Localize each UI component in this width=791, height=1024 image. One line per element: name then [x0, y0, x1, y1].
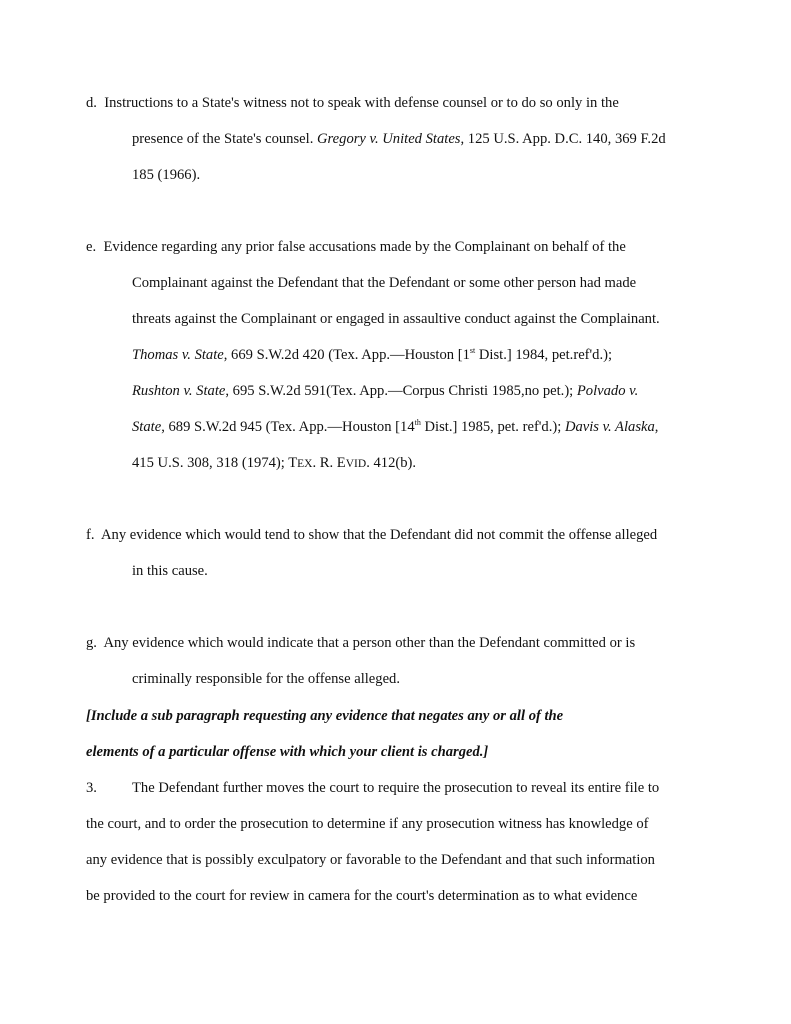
item-e-line-4: Thomas v. State, 669 S.W.2d 420 (Tex. App.—Houston [1st Dist.] 1984, pet.ref'd.); — [132, 346, 613, 363]
item-e-line-3: threats against the Complainant or engaged in assaultive conduct against the Complainant. — [132, 311, 660, 327]
item-e-marker: e. — [86, 239, 97, 255]
item-f-line-1 — [86, 526, 657, 544]
paragraph-3-line-1: The Defendant further moves the court to require the prosecution to reveal its entire file to — [132, 780, 660, 796]
case-name: Polvado v. — [576, 383, 639, 399]
item-d-line-2: presence of the State's counsel. Gregory v. United States, 125 U.S. App. D.C. 140, 369 F.2d — [132, 131, 666, 147]
paragraph-number: 3. — [86, 780, 97, 796]
item-e-text: Evidence regarding any prior false accusations made by the Complainant on behalf of the — [103, 239, 626, 255]
item-g-text: Any evidence which would indicate that a person other than the Defendant committed or is — [103, 635, 636, 651]
case-name: Gregory v. United States — [317, 131, 461, 147]
item-e-line-1 — [86, 238, 626, 256]
instruction-note-line-2: elements of a particular offense with which your client is charged.] — [86, 744, 489, 760]
item-d-text: Instructions to a State's witness not to speak with defense counsel or to do so only in the — [104, 95, 619, 111]
case-name: Thomas v. State — [132, 347, 224, 363]
item-g-line-2: criminally responsible for the offense alleged. — [132, 671, 401, 687]
instruction-note-line-1: [Include a sub paragraph requesting any evidence that negates any or all of the — [86, 708, 564, 724]
item-e-line-2: Complainant against the Defendant that the Defendant or some other person had made — [132, 275, 637, 291]
case-name: Davis v. Alaska — [564, 419, 655, 435]
item-g-line-1 — [86, 634, 635, 652]
item-f-marker: f. — [86, 527, 95, 543]
item-d-line-1 — [86, 94, 619, 112]
item-d-marker: d. — [86, 95, 97, 111]
paragraph-3-line-4: be provided to the court for review in camera for the court's determination as to what evidence — [86, 888, 638, 904]
item-f-line-2: in this cause. — [132, 563, 208, 579]
paragraph-3-line-2: the court, and to order the prosecution to determine if any prosecution witness has knowledge of — [86, 816, 649, 832]
item-d-line-3: 185 (1966). — [132, 167, 201, 183]
paragraph-3-line-3: any evidence that is possibly exculpatory or favorable to the Defendant and that such information — [86, 852, 655, 868]
item-e-line-7: 415 U.S. 308, 318 (1974); TEX. R. EVID. 412(b). — [132, 455, 417, 471]
item-f-text: Any evidence which would tend to show that the Defendant did not commit the offense alleged — [101, 527, 658, 543]
case-name: State — [132, 419, 162, 435]
case-name: Rushton v. State — [132, 383, 226, 399]
item-g-marker: g. — [86, 635, 97, 651]
item-e-line-5: Rushton v. State, 695 S.W.2d 591(Tex. App.—Corpus Christi 1985,no pet.); Polvado v. — [132, 383, 639, 399]
item-e-line-6: State, 689 S.W.2d 945 (Tex. App.—Houston [14th Dist.] 1985, pet. ref'd.); Davis v. Alaska, — [132, 418, 659, 435]
